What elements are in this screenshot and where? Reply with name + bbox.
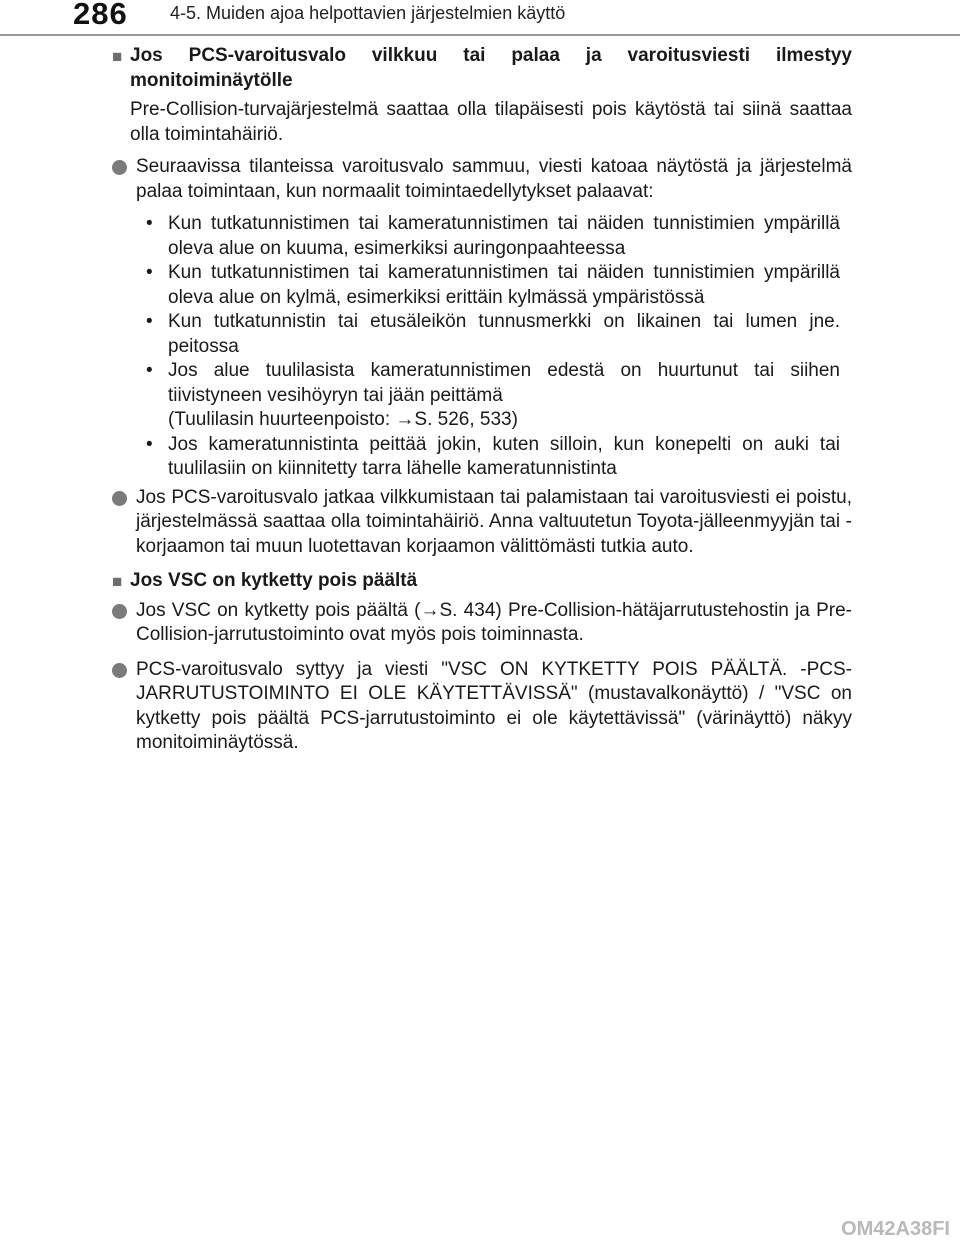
condition-item (146, 261, 840, 310)
bullet-icon: • (146, 311, 153, 332)
condition-item (146, 212, 840, 261)
condition-text: Jos alue tuulilasista kameratunnistimen edestä on huurtunut tai siihen tiivistyneen vesihöyryn tai jään peittämä (168, 360, 840, 406)
condition-item (146, 310, 840, 359)
section-heading-text: Jos PCS-varoitusvalo vilkkuu tai palaa ja varoitusviesti ilmestyy monitoiminäytölle (130, 45, 852, 91)
section-intro: Pre-Collision-turvajärjestelmä saattaa olla tilapäisesti pois käytöstä tai siinä saattaa olla toimintahäiriö. (130, 99, 852, 145)
square-marker-icon: ■ (112, 47, 123, 66)
condition-list (112, 212, 852, 482)
list-item (112, 486, 852, 560)
bullet-icon: • (146, 360, 153, 381)
list-item (112, 599, 852, 648)
page-content (112, 44, 852, 756)
condition-item (146, 433, 840, 482)
circle-bullet-icon (112, 604, 127, 619)
page-reference[interactable]: (Tuulilasin huurteenpoisto: →S. 526, 533) (168, 409, 518, 430)
section-heading-text: Jos VSC on kytketty pois päältä (130, 570, 418, 591)
list-item-text: Seuraavissa tilanteissa varoitusvalo sammuu, viesti katoaa näytöstä ja järjestelmä palaa toimintaan, kun normaalit toimintaedellytykset palaavat: (136, 156, 852, 202)
condition-text: Kun tutkatunnistimen tai kameratunnistimen tai näiden tunnistimien ympärillä oleva alue on kuuma, esimerkiksi auringonpaahteessa (168, 213, 840, 259)
condition-text: Jos kameratunnistinta peittää jokin, kuten silloin, kun konepelti on auki tai tuulilasiin on kiinnitetty tarra lähelle kameratunnistinta (168, 433, 840, 479)
page-header (0, 0, 960, 40)
condition-item (146, 359, 840, 433)
list-item-text: Jos VSC on kytketty pois päältä (→S. 434) Pre-Collision-hätäjarrutustehostin ja Pre-Collision-jarrutustoiminto ovat myös pois toiminnasta. (136, 599, 852, 645)
list-item (112, 658, 852, 756)
condition-text: Kun tutkatunnistimen tai kameratunnistimen tai näiden tunnistimien ympärillä oleva alue on kylmä, esimerkiksi erittäin kylmässä ympäristössä (168, 262, 840, 308)
list-item-text: Jos PCS-varoitusvalo jatkaa vilkkumistaan tai palamistaan tai varoitusviesti ei poistu, järjestelmässä saattaa olla toimintahäiriö. Anna valtuutetun Toyota-jälleenmyyjän tai -korjaamon tai muun luotettavan korjaamon välittömästi tutkia auto. (136, 486, 852, 557)
circle-bullet-icon (112, 491, 127, 506)
header-divider (0, 34, 960, 36)
section-heading-pcs-warning (112, 44, 852, 93)
circle-bullet-icon (112, 663, 127, 678)
square-marker-icon: ■ (112, 572, 123, 591)
list-item-text: PCS-varoitusvalo syttyy ja viesti "VSC ON KYTKETTY POIS PÄÄLTÄ. -PCS-JARRUTUSTOIMINTO EI OLE KÄYTETTÄVISSÄ" (mustavalkonäyttö) / "VSC on kytketty pois päältä PCS-jarrutustoiminto ei ole käytettävissä" (värinäyttö) näkyy monitoiminäytössä. (136, 658, 852, 753)
bullet-icon: • (146, 262, 153, 283)
page-number: 286 (73, 0, 128, 31)
bullet-icon: • (146, 213, 153, 234)
condition-text: Kun tutkatunnistin tai etusäleikön tunnusmerkki on likainen tai lumen jne. peitossa (168, 311, 840, 357)
chapter-title: 4-5. Muiden ajoa helpottavien järjestelmien käyttö (170, 3, 566, 23)
circle-bullet-icon (112, 160, 127, 175)
footer-watermark: OM42A38FI (841, 1218, 950, 1240)
section-heading-vsc-off (112, 569, 852, 594)
list-item (112, 155, 852, 204)
bullet-icon: • (146, 433, 153, 455)
